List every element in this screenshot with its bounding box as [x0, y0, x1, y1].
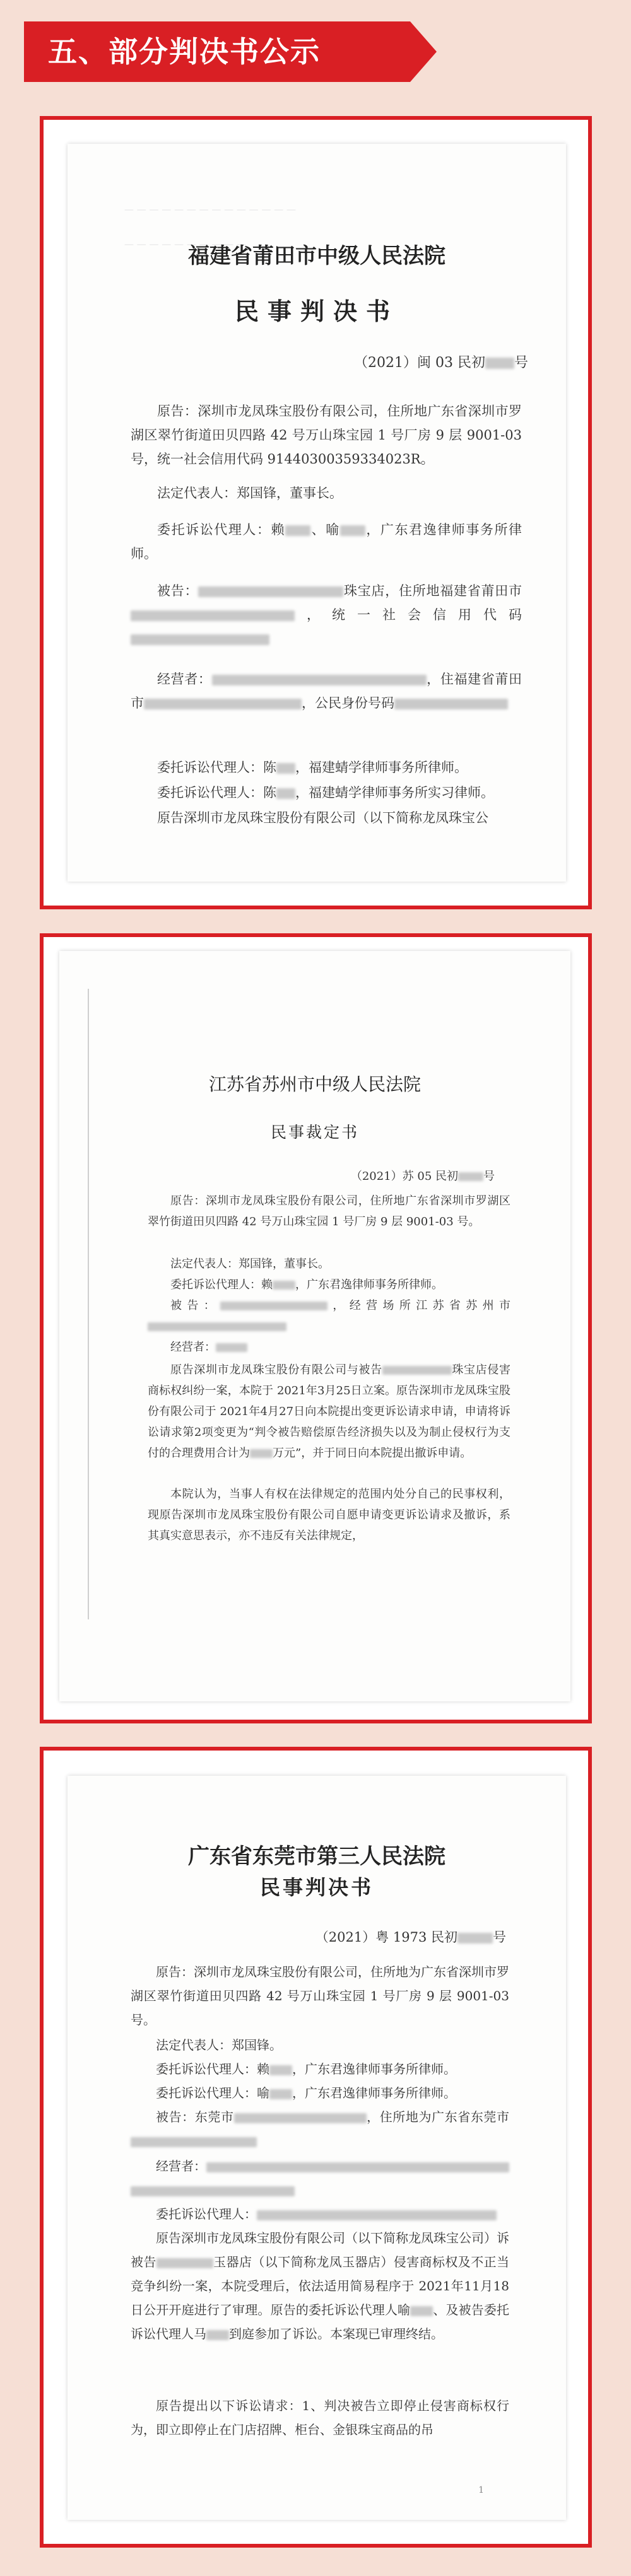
section-title: 五、部分判决书公示 [48, 35, 321, 69]
operator-paragraph: 经营者： [148, 1337, 510, 1358]
plaintiff-paragraph: 原告：深圳市龙凤珠宝股份有限公司，住所地广东省深圳市罗湖区翠竹街道田贝四路 42 号万山珠宝园 1 号厂房 9 层 9001-03 号，统一社会信用代码 91440300359334023R。 [131, 404, 522, 467]
document-type: 民事判决书 [259, 1875, 374, 1899]
page-number: 1 [478, 2485, 484, 2495]
court-name: 福建省莆田市中级人民法院 [188, 243, 445, 269]
defendant-paragraph: 被告： 珠宝店，住所地福建省莆田市，统一社会信用代码 [131, 579, 522, 651]
defense-agent: 委托诉讼代理人： [131, 2202, 509, 2226]
judgment-card-1 [40, 116, 592, 909]
plaintiff-paragraph: 原告：深圳市龙凤珠宝股份有限公司，住所地广东省深圳市罗湖区翠竹街道田贝四路 42 号万山珠宝园 1 号厂房 9 层 9001-03 号。 [148, 1194, 510, 1228]
court-opinion: 本院认为，当事人有权在法律规定的范围内处分自己的民事权利，现原告深圳市龙凤珠宝股份有限公司自愿申请变更诉讼请求及撤诉，系其真实意思表示，亦不违反有关法律规定， [148, 1488, 510, 1542]
section-banner [24, 21, 437, 82]
legal-rep-paragraph: 法定代表人：郑国锋，董事长。 [170, 1257, 329, 1271]
document-type: 民事判决书 [234, 297, 399, 325]
document-page-1: — — — — — — — — — — — — — — — — — — — — — — — — 福建省莆田市中级人民法院 民事判决书 （2021）闽 03 民初 号 原告：深圳市龙凤珠宝股份有限公司，住所地广东省深圳市罗湖区翠竹街道田贝四路 42 号万山珠宝园 1 号厂房 9 层 9001-03 号，统一社会信用代码 91440300359334023R。 法定代表人：郑国锋，董事长。 委托诉讼代理人：赖 、喻 ，广东君逸律师事务所律师。 被告： 珠宝店，住所地福建省莆田市，统一社会信用代码 经营者： ，住福建省莆田市 ，公民身份号码 委托诉讼代理人：陈 ，福建蜻学律师事务所律师。 委托诉讼代理人：陈 ，福建蜻学律师事务所实习律师。 原告深圳市龙凤珠宝股份有限公司（以下简称龙凤珠宝公 [68, 144, 566, 882]
claims-paragraph: 原告提出以下诉讼请求：1、判决被告立即停止侵害商标权行为，即立即停止在门店招牌、柜台、金银珠宝商品的吊 [131, 2398, 509, 2437]
operator-paragraph: 经营者： ，住福建省莆田市 ，公民身份号码 [131, 672, 522, 711]
case-number: （2021）粤 1973 民初 号 [315, 1930, 506, 1945]
case-number: （2021）苏 05 民初 号 [350, 1170, 495, 1183]
agent-paragraph-2: 委托诉讼代理人：喻 ，广东君逸律师事务所律师。 [156, 2085, 456, 2101]
court-name: 江苏省苏州市中级人民法院 [208, 1074, 421, 1095]
judgment-card-3 [40, 1747, 592, 2548]
defendant-paragraph: 被告： ，经营场所江苏省苏州市 [148, 1295, 510, 1337]
defense-agent-2: 委托诉讼代理人：陈 ，福建蜻学律师事务所实习律师。 [157, 785, 494, 800]
legal-rep-paragraph: 法定代表人：郑国锋。 [156, 2037, 282, 2053]
court-name: 广东省东莞市第三人民法院 [188, 1844, 445, 1869]
document-type: 民事裁定书 [270, 1123, 359, 1141]
document-page-2 [59, 951, 570, 1701]
document-page-3 [68, 1776, 566, 2520]
agent-paragraph: 委托诉讼代理人：赖 、喻 ，广东君逸律师事务所律师。 [131, 522, 522, 561]
case-facts: 原告深圳市龙凤珠宝股份有限公司与被告 珠宝店侵害商标权纠纷一案，本院于 2021年3月25日立案。原告深圳市龙凤珠宝股份有限公司于 2021年4月27日向本院提出变更诉讼请求申请，申请将诉讼请求第2项变更为“判令被告赔偿原告经济损失以及为制止侵权行为支付的合理费用合计为 万元”，并于同日向本院提出撤诉申请。 [148, 1363, 511, 1460]
defendant-paragraph: 被告：东莞市 ，住所地为广东省东莞市 [131, 2105, 509, 2153]
judgment-card-2 [40, 933, 592, 1723]
defense-agent-1: 委托诉讼代理人：陈 ，福建蜻学律师事务所律师。 [157, 760, 468, 775]
case-number: （2021）闽 03 民初 号 [354, 355, 528, 371]
plaintiff-paragraph: 原告：深圳市龙凤珠宝股份有限公司，住所地为广东省深圳市罗湖区翠竹街道田贝四路 42 号万山珠宝园 1 号厂房 9 层 9001-03 号。 [131, 1964, 509, 2027]
agent-paragraph-1: 委托诉讼代理人：赖 ，广东君逸律师事务所律师。 [156, 2061, 456, 2077]
agent-paragraph: 委托诉讼代理人：赖 ，广东君逸律师事务所律师。 [170, 1278, 443, 1291]
operator-paragraph: 经营者： [131, 2154, 509, 2202]
case-facts: 原告深圳市龙凤珠宝股份有限公司（以下简称龙凤珠宝公司）诉被告 玉器店（以下简称龙凤玉器店）侵害商标权及不正当竞争纠纷一案，本院受理后，依法适用简易程序于 2021年11月18日公开开庭进行了审理。原告的委托诉讼代理人喻 、及被告委托诉讼代理人马 到庭参加了诉讼。本案现已审理终结。 [131, 2230, 510, 2341]
legal-rep-paragraph: 法定代表人：郑国锋，董事长。 [157, 486, 343, 501]
case-intro: 原告深圳市龙凤珠宝股份有限公司（以下简称龙凤珠宝公 [157, 810, 488, 825]
